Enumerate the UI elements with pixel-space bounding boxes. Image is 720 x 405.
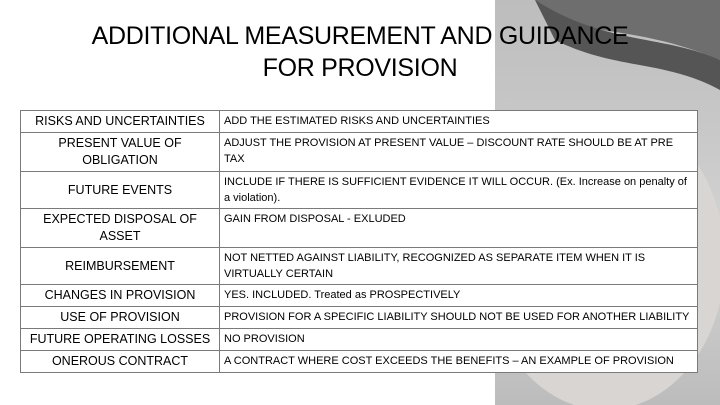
table-row bbox=[21, 209, 698, 248]
table-row bbox=[21, 111, 698, 133]
row-label: RISKS AND UNCERTAINTIES bbox=[21, 111, 220, 133]
title-line-1: ADDITIONAL MEASUREMENT AND GUIDANCE bbox=[91, 22, 629, 50]
table-row bbox=[21, 248, 698, 285]
table-row bbox=[21, 133, 698, 172]
row-value: NO PROVISION bbox=[220, 329, 698, 351]
row-label: ONEROUS CONTRACT bbox=[21, 351, 220, 373]
page-title bbox=[0, 20, 720, 84]
row-label: EXPECTED DISPOSAL OF ASSET bbox=[21, 209, 220, 248]
row-label: PRESENT VALUE OF OBLIGATION bbox=[21, 133, 220, 172]
table-row bbox=[21, 351, 698, 373]
table-row bbox=[21, 172, 698, 209]
row-label: USE OF PROVISION bbox=[21, 307, 220, 329]
row-label: FUTURE OPERATING LOSSES bbox=[21, 329, 220, 351]
row-label: FUTURE EVENTS bbox=[21, 172, 220, 209]
table-row bbox=[21, 329, 698, 351]
row-value: NOT NETTED AGAINST LIABILITY, RECOGNIZED AS SEPARATE ITEM WHEN IT IS VIRTUALLY CERTAIN bbox=[220, 248, 698, 285]
table-row bbox=[21, 307, 698, 329]
row-value: ADJUST THE PROVISION AT PRESENT VALUE – DISCOUNT RATE SHOULD BE AT PRE TAX bbox=[220, 133, 698, 172]
row-label: REIMBURSEMENT bbox=[21, 248, 220, 285]
row-value: INCLUDE IF THERE IS SUFFICIENT EVIDENCE IT WILL OCCUR. (Ex. Increase on penalty of a violation). bbox=[220, 172, 698, 209]
row-value: YES. INCLUDED. Treated as PROSPECTIVELY bbox=[220, 285, 698, 307]
row-label: CHANGES IN PROVISION bbox=[21, 285, 220, 307]
row-value: GAIN FROM DISPOSAL - EXLUDED bbox=[220, 209, 698, 248]
row-value: PROVISION FOR A SPECIFIC LIABILITY SHOULD NOT BE USED FOR ANOTHER LIABILITY bbox=[220, 307, 698, 329]
provision-guidance-table bbox=[20, 110, 698, 373]
table-row bbox=[21, 285, 698, 307]
row-value: ADD THE ESTIMATED RISKS AND UNCERTAINTIES bbox=[220, 111, 698, 133]
title-line-2: FOR PROVISION bbox=[262, 54, 458, 82]
row-value: A CONTRACT WHERE COST EXCEEDS THE BENEFITS – AN EXAMPLE OF PROVISION bbox=[220, 351, 698, 373]
